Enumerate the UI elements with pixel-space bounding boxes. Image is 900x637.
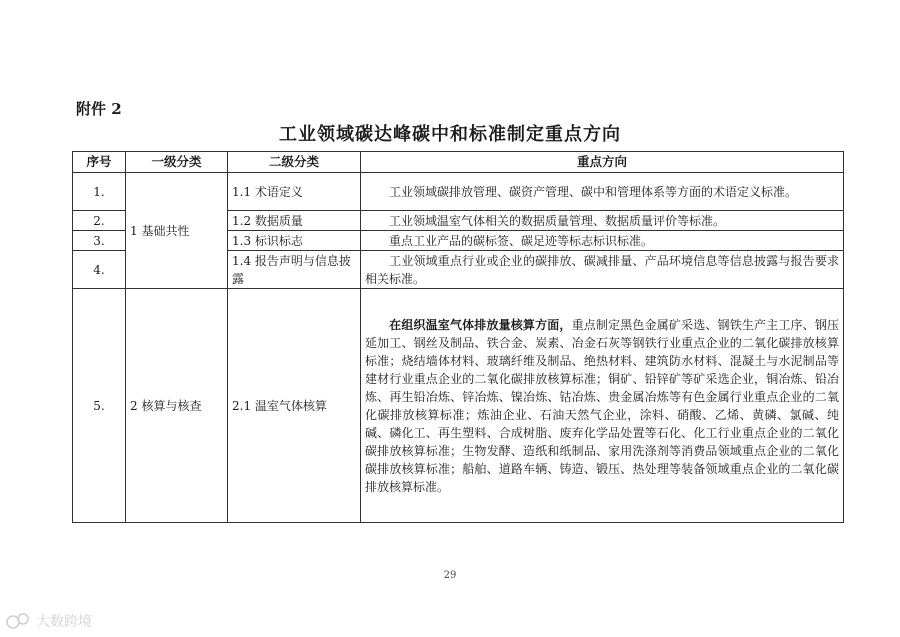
direction-text: 工业领域碳排放管理、碳资产管理、碳中和管理体系等方面的术语定义标准。 xyxy=(389,184,798,199)
row-number: 4. xyxy=(73,251,126,289)
header-direction: 重点方向 xyxy=(361,152,844,173)
row-number: 3. xyxy=(73,231,126,251)
direction-text: 工业领域温室气体相关的数据质量管理、数据质量评价等标准。 xyxy=(389,213,726,228)
row-number: 2. xyxy=(73,211,126,231)
direction-cell xyxy=(361,231,844,251)
page-number: 29 xyxy=(443,570,457,581)
header-level2: 二级分类 xyxy=(228,152,361,173)
level2-category: 1.2 数据质量 xyxy=(228,211,361,231)
level1-category: 1 基础共性 xyxy=(126,173,228,289)
table-header-row xyxy=(73,152,844,173)
direction-text: 工业领域重点行业或企业的碳排放、碳减排量、产品环境信息等信息披露与报告要求相关标准。 xyxy=(365,253,839,286)
direction-cell xyxy=(361,211,844,231)
row-number: 5. xyxy=(73,289,126,523)
attachment-label: 附件 2 xyxy=(76,100,122,118)
watermark-logo-icon xyxy=(6,612,32,630)
table-row xyxy=(73,173,844,211)
level2-category: 2.1 温室气体核算 xyxy=(228,289,361,523)
level2-category: 1.3 标识标志 xyxy=(228,231,361,251)
level1-category: 2 核算与核查 xyxy=(126,289,228,523)
row-number: 1. xyxy=(73,173,126,211)
table-row xyxy=(73,289,844,523)
direction-cell xyxy=(361,251,844,289)
direction-cell xyxy=(361,173,844,211)
direction-cell xyxy=(361,289,844,523)
direction-lead-text: 在组织温室气体排放量核算方面， xyxy=(389,317,572,332)
header-no: 序号 xyxy=(73,152,126,173)
standards-table xyxy=(72,151,844,523)
direction-text: 重点工业产品的碳标签、碳足迹等标志标识标准。 xyxy=(389,233,654,248)
level2-category: 1.1 术语定义 xyxy=(228,173,361,211)
watermark xyxy=(6,611,92,631)
level2-category: 1.4 报告声明与信息披露 xyxy=(228,251,361,289)
document-title: 工业领域碳达峰碳中和标准制定重点方向 xyxy=(279,124,621,145)
header-level1: 一级分类 xyxy=(126,152,228,173)
watermark-text: 大数跨境 xyxy=(36,614,92,630)
direction-text: 重点制定黑色金属矿采选、钢铁生产主工序、钢压延加工、钢丝及制品、铁合金、炭素、冶金石灰等钢铁行业重点企业的二氧化碳排放核算标准；烧结墙体材料、玻璃纤维及制品、绝热材料、建筑防水材料、混凝土与水泥制品等建材行业重点企业的二氧化碳排放核算标准；铜矿、铅锌矿等矿采选企业，铜冶炼、铅冶炼、再生铅冶炼、锌冶炼、镍冶炼、钴冶炼、贵金属冶炼等有色金属行业重点企业的二氧化碳排放核算标准；炼油企业、石油天然气企业，涂料、硝酸、乙烯、黄磷、氯碱、纯碱、磷化工、再生塑料、合成树脂、废弃化学品处置等石化、化工行业重点企业的二氧化碳排放核算标准；生物发酵、造纸和纸制品、家用洗涤剂等消费品领域重点企业的二氧化碳排放核算标准；船舶、道路车辆、铸造、锻压、热处理等装备领域重点企业的二氧化碳排放核算标准。 xyxy=(365,317,839,494)
